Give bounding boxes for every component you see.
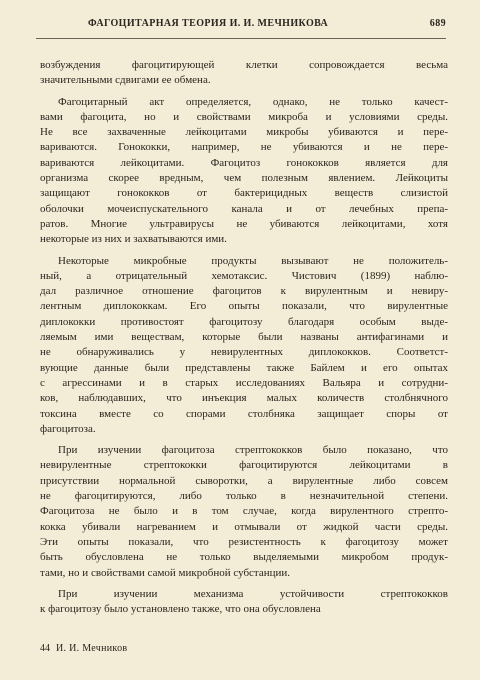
text-line: Фагоцитарный акт определяется, однако, не только качест- [58,95,448,108]
text-line: вами фагоцита, но и свойствами микроба и условиями среды. [40,110,448,123]
text-line: вариваются. Гонококки, например, не убиваются и не пере- [40,141,448,154]
running-title: ФАГОЦИТАРНАЯ ТЕОРИЯ И. И. МЕЧНИКОВА [88,18,329,29]
text-line: фагоцитоза. [40,422,96,435]
text-line: невирулентные стрептококки фагоцитируются лейкоцитами в [40,459,448,472]
page-footer [40,643,127,654]
page-number: 689 [429,18,446,29]
text-line: вующие данные были представлены также Байлем и его опытах [40,361,448,374]
text-line: к фагоцитозу было установлено также, что она обусловлена [40,603,321,616]
text-line: тами, но и свойствами самой микробной субстанции. [40,566,291,579]
text-line: не фагоцитируются, либо только в незначительной степени. [40,490,448,503]
text-line: ляемым ими веществам, которые были названы антифагинами и [40,331,448,344]
printer-signature-number: 44 [40,643,50,654]
text-line: диплококки противостоят фагоцитозу благодаря особым выде- [40,315,448,328]
text-line: быть обусловлена не только выделяемыми микробом продук- [40,551,448,564]
text-line: вариваются лейкоцитами. Фагоцитоз гонококков является для [40,156,448,169]
text-line: При изучении механизма устойчивости стрептококков [58,587,448,600]
text-line: кокка убивали нагреванием и отмывали от жидкой части среды. [40,520,448,533]
text-line: некоторые из них и захватываются ими. [40,233,227,246]
text-line: ков, наблюдавших, что инъекция малых количеств столбнячного [40,392,448,405]
text-line: ратов. Многие ультравирусы не убиваются лейкоцитами, хотя [40,217,448,230]
header-rule [36,38,446,39]
text-line: ный, а отрицательный хемотаксис. Чистович (1899) наблю- [40,269,448,282]
running-header [36,18,446,34]
text-line: Эти опыты показали, что резистентность к фагоцитозу может [40,535,448,548]
body-text [40,58,448,623]
paragraph [40,58,448,89]
text-line: При изучении фагоцитоза стрептококков было показано, что [58,444,448,457]
printer-signature-text: И. И. Мечников [56,643,128,654]
paragraph [40,443,448,581]
text-line: токсина вместе со спорами столбняка защищает споры от [40,407,448,420]
text-line: не обнаруживались у невирулентных диплококков. Соответст- [40,346,448,359]
text-line: Некоторые микробные продукты вызывают не положитель- [58,254,448,267]
text-line: оболочки мочеиспускательного канала и от лечебных препа- [40,202,448,215]
paragraph [40,587,448,618]
text-line: дал различное отношение фагоцитов к вирулентным и невиру- [40,285,448,298]
text-line: Фагоцитоза не было и в том случае, когда вирулентного стрепто- [40,505,448,518]
text-line: организма скорее вредным, чем полезным явлением. Лейкоциты [40,172,448,185]
text-line: значительными сдвигами ее обмена. [40,74,211,87]
text-line: присутствии нормальной сыворотки, а вирулентные либо совсем [40,474,448,487]
text-line: лентным диплококкам. Его опыты показали, что вирулентные [40,300,448,313]
text-line: защищают гонококков от бактерицидных веществ слизистой [40,187,448,200]
paragraph [40,95,448,248]
text-line: с агрессинами и в старых исследованиях Вальяра и сотрудни- [40,376,448,389]
text-line: Не все захваченные лейкоцитами микробы убиваются и пере- [40,126,448,139]
paragraph [40,254,448,438]
text-line: возбуждения фагоцитирующей клетки сопровождается весьма [40,59,448,71]
